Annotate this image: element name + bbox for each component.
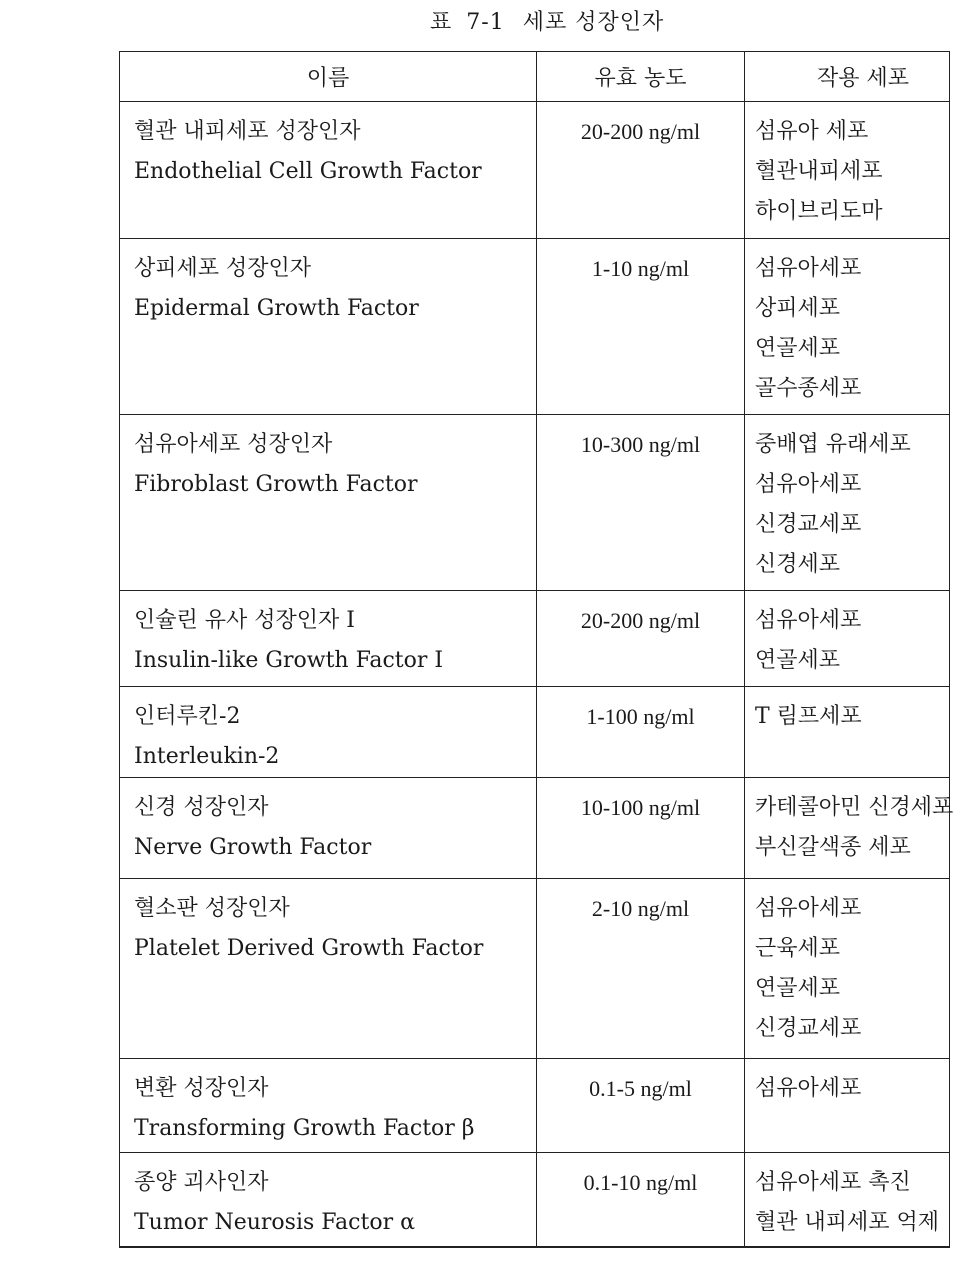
concentration-cell: 0.1-5 ng/ml	[537, 1059, 745, 1153]
factor-name-ko: 인슐린 유사 성장인자 I	[134, 608, 355, 633]
factor-name-cell	[120, 778, 537, 879]
target-cells-cell	[745, 687, 950, 778]
table-row	[120, 415, 950, 591]
target-cell: 섬유아 세포	[755, 119, 869, 144]
factor-name-en: Transforming Growth Factor β	[134, 1116, 475, 1141]
table-row	[120, 879, 950, 1059]
factor-name-cell	[120, 1059, 537, 1153]
table-caption	[0, 8, 915, 38]
factor-name-ko: 신경 성장인자	[134, 795, 269, 820]
caption-title: 세포 성장인자	[522, 10, 665, 35]
target-cell: 섬유아세포	[755, 1076, 862, 1101]
concentration-cell: 10-100 ng/ml	[537, 778, 745, 879]
target-cell: 연골세포	[755, 336, 841, 361]
factor-name-cell	[120, 239, 537, 415]
target-cell: 연골세포	[755, 648, 841, 673]
concentration-cell: 20-200 ng/ml	[537, 102, 745, 239]
target-cell: 연골세포	[755, 976, 841, 1001]
factor-name-en: Epidermal Growth Factor	[134, 296, 419, 321]
header-concentration: 유효 농도	[537, 52, 745, 102]
target-cell: 혈관내피세포	[755, 159, 883, 184]
factor-name-cell	[120, 1153, 537, 1247]
factor-name-cell	[120, 687, 537, 778]
factor-name-ko: 변환 성장인자	[134, 1076, 269, 1101]
factor-name-en: Endothelial Cell Growth Factor	[134, 159, 482, 184]
factor-name-ko: 종양 괴사인자	[134, 1170, 269, 1195]
factor-name-en: Platelet Derived Growth Factor	[134, 936, 484, 961]
target-cell: 근육세포	[755, 936, 841, 961]
caption-number: 7-1	[466, 10, 505, 35]
table-row	[120, 778, 950, 879]
factor-name-ko: 인터루킨-2	[134, 704, 241, 729]
factor-name-ko: 섬유아세포 성장인자	[134, 432, 333, 457]
factor-name-en: Interleukin-2	[134, 744, 280, 769]
target-cell: 신경교세포	[755, 512, 862, 537]
table-row	[120, 1153, 950, 1247]
header-row	[120, 52, 950, 102]
target-cells-cell	[745, 591, 950, 687]
target-cells-cell	[745, 239, 950, 415]
target-cells-cell	[745, 415, 950, 591]
target-cell: 신경세포	[755, 552, 841, 577]
factor-name-ko: 혈관 내피세포 성장인자	[134, 119, 361, 144]
concentration-cell: 0.1-10 ng/ml	[537, 1153, 745, 1247]
factor-name-cell	[120, 591, 537, 687]
factor-name-cell	[120, 415, 537, 591]
factor-name-ko: 상피세포 성장인자	[134, 256, 312, 281]
concentration-cell: 1-10 ng/ml	[537, 239, 745, 415]
table-row	[120, 102, 950, 239]
target-cell: 신경교세포	[755, 1016, 862, 1041]
factor-name-en: Fibroblast Growth Factor	[134, 472, 418, 497]
table-row	[120, 1059, 950, 1153]
target-cell: 섬유아세포	[755, 256, 862, 281]
target-cells-cell	[745, 1153, 950, 1247]
concentration-cell: 2-10 ng/ml	[537, 879, 745, 1059]
target-cell: 혈관 내피세포 억제	[755, 1210, 940, 1235]
table-row	[120, 687, 950, 778]
header-name: 이름	[120, 52, 537, 102]
concentration-cell: 20-200 ng/ml	[537, 591, 745, 687]
target-cells-cell	[745, 102, 950, 239]
target-cell: 하이브리도마	[755, 199, 883, 224]
target-cell: 부신갈색종 세포	[755, 835, 911, 860]
growth-factor-table	[119, 51, 953, 1248]
table-row	[120, 591, 950, 687]
table-row	[120, 239, 950, 415]
factor-name-en: Insulin-like Growth Factor I	[134, 648, 444, 673]
target-cell: T 림프세포	[755, 704, 862, 729]
target-cell: 카테콜아민 신경세포	[755, 795, 953, 820]
target-cell: 섬유아세포 촉진	[755, 1170, 911, 1195]
concentration-cell: 10-300 ng/ml	[537, 415, 745, 591]
caption-label: 표	[430, 10, 453, 35]
target-cell: 골수종세포	[755, 376, 862, 401]
target-cells-cell	[745, 879, 950, 1059]
target-cells-cell	[745, 778, 953, 879]
target-cell: 상피세포	[755, 296, 841, 321]
header-target-cells: 작용 세포	[745, 52, 950, 102]
factor-name-cell	[120, 102, 537, 239]
target-cells-cell	[745, 1059, 950, 1153]
target-cell: 섬유아세포	[755, 896, 862, 921]
target-cell: 섬유아세포	[755, 472, 862, 497]
concentration-cell: 1-100 ng/ml	[537, 687, 745, 778]
target-cell: 섬유아세포	[755, 608, 862, 633]
factor-name-cell	[120, 879, 537, 1059]
factor-name-ko: 혈소판 성장인자	[134, 896, 290, 921]
target-cell: 중배엽 유래세포	[755, 432, 911, 457]
factor-name-en: Tumor Neurosis Factor α	[134, 1210, 415, 1235]
factor-name-en: Nerve Growth Factor	[134, 835, 372, 860]
